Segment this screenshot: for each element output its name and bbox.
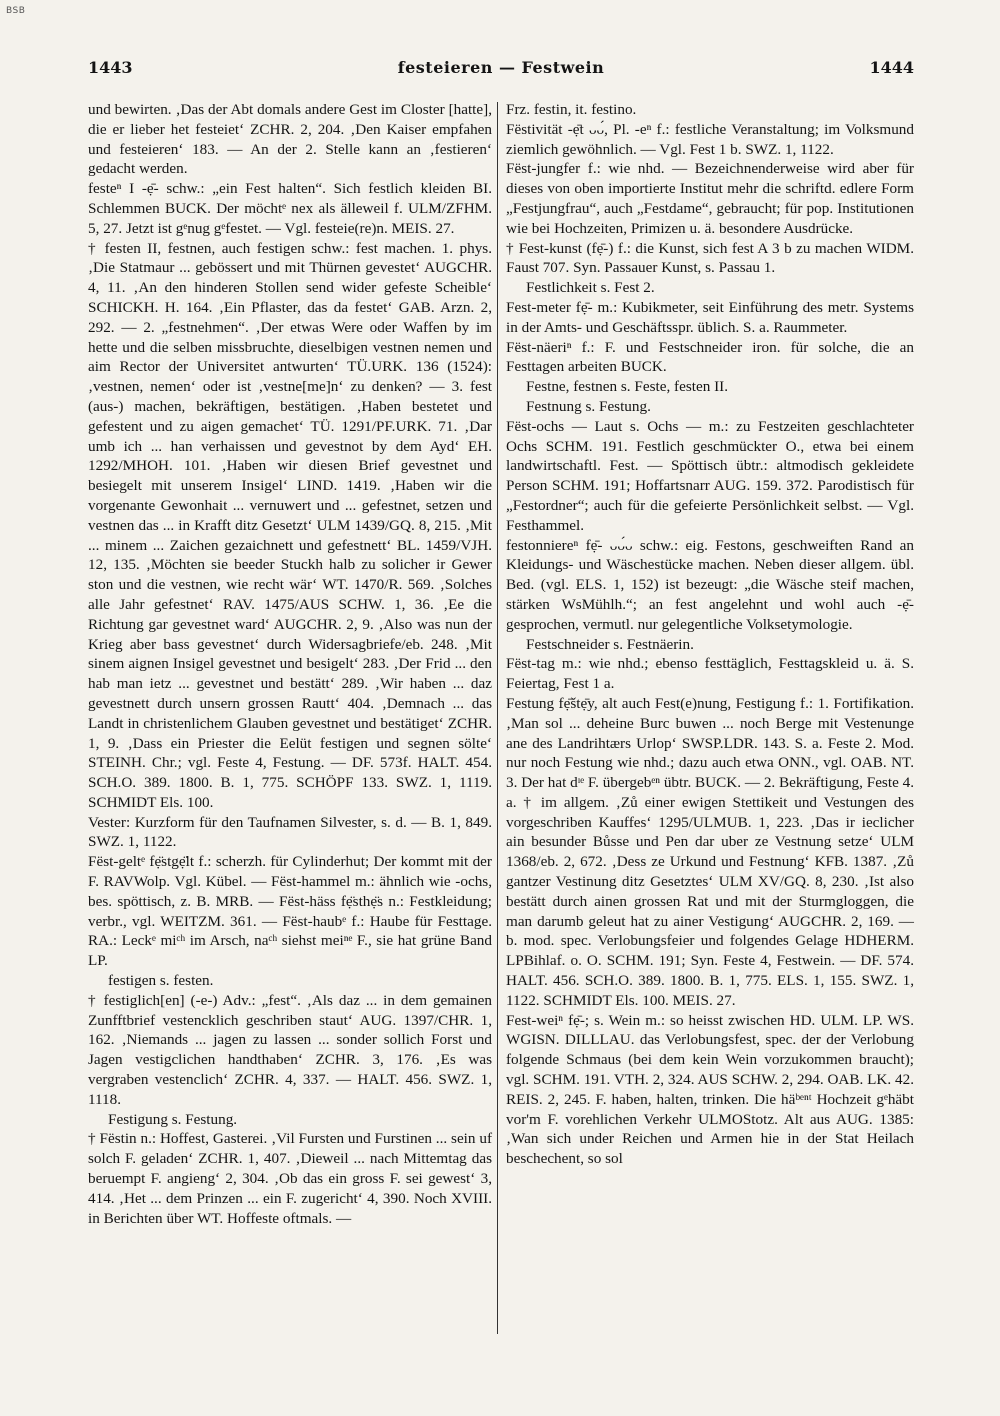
dictionary-entry: † Fëstin n.: Hoffest, Gasterei. ‚Vil Fursten und Furstinen ... sein uf solch F. geladen‘ ZCHR. 1, 407. ‚Dieweil ... nach Mittemtag das beruempt F. angieng‘ 2, 304. ‚Ob das ein gross F. sei gewest‘ 3, 414. ‚Het ... dem Prinzen ... ein F. zugericht‘ 4, 390. Noch XVIII. in Berichten über WT. Hoffeste oftmals. — (88, 1130, 492, 1227)
left-column (88, 100, 492, 1228)
entry-continuation: Frz. festin, it. festino. (506, 101, 637, 118)
cross-reference: Festlichkeit s. Fest 2. (526, 279, 655, 297)
dictionary-entry: Fëst-ochs — Laut s. Ochs — m.: zu Festzeiten geschlachteter Ochs SCHM. 191. Festlich geschmückter O., etwa bei einem landwirtschaftl. Fest. — Spöttisch übtr.: altmodisch gekleidete Person SCHM. 191; Hoffartsnarr AUG. 159. 372. Parodistisch für „Festordner“; auch für die gefeierte Persönlichkeit selbst. — Vgl. Festhammel. (506, 417, 914, 534)
dictionary-entry: Fëst-tag m.: wie nhd.; ebenso festtäglich, Festtagskleid u. ä. S. Feiertag, Fest 1 a. (506, 655, 914, 693)
cross-reference: Festnung s. Festung. (526, 397, 651, 415)
cross-reference: Festschneider s. Festnäerin. (526, 635, 694, 653)
cross-reference: festigen s. festen. (108, 972, 214, 990)
column-divider (497, 102, 498, 1334)
dictionary-entry: † festen II, festnen, auch festigen schw.: fest machen. 1. phys. ‚Die Statmaur ... gebössert und mit Thürnen gevestet‘ AUGCHR. 4, 11. ‚An den hinderen Stollen send wider gefeste Scheible‘ SCHICKH. H. 164. ‚Ein Pflaster, das da festet‘ GAB. Arzn. 2, 292. — 2. „festnehmen“. ‚Der etwas Were oder Waffen by im hette und die selben missbruchte, dieselbigen vestnen nemen und aim Rector der Universitet antwurten‘ TÜ.URK. 136 (1524): ‚vestnen, nemen‘ oder ist ‚vestne[me]n‘ zu denken? — 3. fest (aus-) machen, bekräftigen, bestätigen. ‚Haben bestetet und gefestent und zu aigen gemachet‘ TÜ. 1291/PF.URK. 71. ‚Dar umb ich ... han verhaissen und gevestnot by dem Ayd‘ EH. 1292/MHOH. 101. ‚Haben wir diesen Brief gevestnet und besiegelt mit unserem Insigel‘ LIND. 1419. ‚Haben wir die vorgenante Gewonhait ... vernuwert und ... gefestnet, setzen und vestnen das ... in Krafft ditz Gesetzt‘ ULM 1439/GQ. 8, 215. ‚Mit ... minem ... Zaichen gezaichnett und gefestnett‘ BL. 1459/VJH. 12, 135. ‚Möchten sie beeder Stuckh halb zu solicher ir Gewer ston und die vestnen, wie recht wär‘ WT. 1470/R. 569. ‚Solches alle Jahr gefestnet‘ RAV. 1475/AUS SCHW. 1, 36. ‚Ee die Richtung gar gevestnet ward‘ AUGCHR. 2, 9. ‚Also was nun der Krieg aber bass gevestnet‘ durch Widersagbriefe/eb. 248. ‚Mit sinem aignen Insigel gevestnet und besigelt‘ 283. ‚Der Frid ... den hab man ietz ... gevestnet und bestätt‘ 289. ‚Wir haben ... daz gevestnett durch unsern grossen Rautt‘ 404. ‚Demnach ... das Landt in christenlichem Glauben gevestnet und bestätiget‘ ZCHR. 1, 9. ‚Dass ein Priester die Eelüt festigen und segnen sölte‘ STEINH. Chr.; vgl. Feste 4, Festung. — DF. 573f. HALT. 454. SCH.O. 389. 1800. B. 1, 775. SCHÖPF 133. SWZ. 1, 1119. SCHMIDT Els. 100. (88, 239, 492, 811)
dictionary-entry: Fëstivität -ẹ̄t ᴗᴗ́, Pl. -eⁿ f.: festliche Veranstaltung; im Volksmund ziemlich gewöhnlich. — Vgl. Fest 1 b. SWZ. 1, 1122. (506, 120, 914, 158)
library-watermark: BSB (6, 6, 26, 16)
page-header (88, 58, 914, 82)
dictionary-entry: Fest-meter fẹ̄- m.: Kubikmeter, seit Einführung des metr. Systems in der Amts- und Geschäftsspr. üblich. S. a. Raummeter. (506, 298, 914, 336)
right-page-number: 1444 (869, 58, 914, 77)
dictionary-entry: Festung fẹ̄štẹ̄y, alt auch Fest(e)nung, Festigung f.: 1. Fortifikation. ‚Man sol ... deheine Burc buwen ... noch Berge mit Vestenunge ane des Landrihtærs Urlop‘ SWSP.LDR. 143. S. a. Feste 2. Mod. nur noch Festung wie nhd.; dazu auch etwa ONN., vgl. OAB. NT. 3. Der hat dᶦᵉ F. übergebᵉⁿ übtr. BUCK. — 2. Bekräftigung, Feste 4. a. † im allgem. ‚Zů einer ewigen Stettikeit und Vestungen des vorgeschriben Kauffes‘ 1295/ULMUB. 1, 223. ‚Das ir ieclicher ain besunder Bůsse und Pen dar uber ze Vestnung setze‘ ULM 1368/eb. 2, 672. ‚Dess ze Urkund und Festnung‘ KFB. 1387. ‚Zů gantzer Vestinung ditz Gesetztes‘ ULM XV/GQ. 8, 230. ‚Ist also bestätt durch ainen grossen Rat und mit der Sturmgloggen, die man darumb geleut hat zu ainer Vestigung‘ AUGCHR. 2, 169. — b. mod. spec. Verlobungsfeier und folgendes Gelage HDHERM. LPBihlaf. o. O. SCHM. 191; Syn. Feste 4, Festwein. — DF. 574. HALT. 456. SCH.O. 389. 1800. B. 1, 775. ELS. 1, 155. SWZ. 1, 1122. SCHMIDT Els. 100. MEIS. 27. (506, 694, 914, 1009)
left-page-number: 1443 (88, 58, 133, 77)
dictionary-entry: Fest-weiⁿ fẹ̄-; s. Wein m.: so heisst zwischen HD. ULM. LP. WS. WGISN. DILLLAU. das Verlobungsfest, spec. der der Verlobung folgende Schmaus (bei dem kein Wein vorzukommen braucht); vgl. SCHM. 191. VTH. 2, 324. AUS SCHW. 2, 294. OAB. LK. 42. REIS. 2, 245. F. haben, halten, trinken. Die häᵇᵉⁿᵗ Hochzeit gᵉhäbt vor'm F. vorehlichen Verkehr ULMOStotz. Alt aus AUG. 1385: ‚Wan sich under Reichen und Armen hie in der Stat Heilach beschechent, so sol (506, 1011, 914, 1168)
entry-continuation: und bewirten. ‚Das der Abt domals andere Gest im Closter [hatte], die er lieber het festeiet‘ ZCHR. 2, 204. ‚Den Kaiser empfahen und festeieren‘ 183. — An der 2. Stelle kann an ‚festieren‘ gedacht werden. (88, 101, 492, 178)
right-column (506, 100, 914, 1169)
cross-reference: Festne, festnen s. Feste, festen II. (526, 378, 729, 396)
dictionary-entry: festonniereⁿ fẹ̄- ᴗᴗ́ᴗ schw.: eig. Festons, geschweiften Rand an Kleidungs- und Wäschestücke machen. Neben dieser allgem. übl. Bed. (vgl. ELS. 1, 152) ist bezeugt: „die Wäsche steif machen, stärken WsMühlh.“; an fest angelehnt und wohl auch -ẹ̄- gesprochen, vermutl. nur gelegentliche Volksetymologie. (506, 536, 914, 633)
cross-reference: Festigung s. Festung. (108, 1110, 238, 1128)
dictionary-entry: Fëst-jungfer f.: wie nhd. — Bezeichnenderweise wird aber für dieses von oben importierte Institut mehr die schriftd. edlere Form „Festjungfrau“, auch „Festdame“, gebraucht; für pop. Institutionen wie bei Hochzeiten, Primizen u. ä. besondere Ausdrücke. (506, 160, 914, 237)
dictionary-entry: festeⁿ I -ẹ̄- schw.: „ein Fest halten“. Sich festlich kleiden BI. Schlemmen BUCK. Der möchtᵉ nex als älleweil f. ULM/ZFHM. 5, 27. Jetzt ist gᵉnug gᵉfestet. — Vgl. festeie(re)n. MEIS. 27. (88, 180, 492, 237)
dictionary-entry: Fëst-geltᵉ fẹ̈stgẹ̈lt f.: scherzh. für Cylinderhut; Der kommt mit der F. RAVWolp. Vgl. Kübel. — Fëst-hammel m.: ähnlich wie -ochs, bes. spöttisch, z. B. MRB. — Fëst-häss fẹ̈sthẹ̈s n.: Festkleidung; verbr., vgl. WEITZM. 361. — Fëst-haubᵉ f.: Haube für Festtage. RA.: Leckᵉ miᶜʰ im Arsch, naᶜʰ siehst meiⁿᵉ F., sie hat grüne Band LP. (88, 853, 492, 970)
dictionary-entry: Fëst-näeriⁿ f.: F. und Festschneider iron. für solche, die an Festtagen arbeiten BUCK. (506, 338, 914, 376)
dictionary-entry: † Fest-kunst (fẹ̄-) f.: die Kunst, sich fest A 3 b zu machen WIDM. Faust 707. Syn. Passauer Kunst, s. Passau 1. (506, 239, 914, 277)
running-title: festeieren — Festwein (397, 58, 605, 77)
dictionary-entry: Vester: Kurzform für den Taufnamen Silvester, s. d. — B. 1, 849. SWZ. 1, 1122. (88, 813, 492, 851)
dictionary-entry: † festiglich[en] (-e-) Adv.: „fest“. ‚Als daz ... in dem gemainen Zunfftbrief vestencklich geschriben staut‘ AUG. 1397/CHR. 1, 162. ‚Niemands ... jagen zu lassen ... sonder sollich Forst und Jagen vestigclichen handthaben‘ ZCHR. 3, 176. ‚Es was vergraben vestenclich‘ ZCHR. 4, 337. — HALT. 456. SWZ. 1, 1118. (88, 991, 492, 1108)
